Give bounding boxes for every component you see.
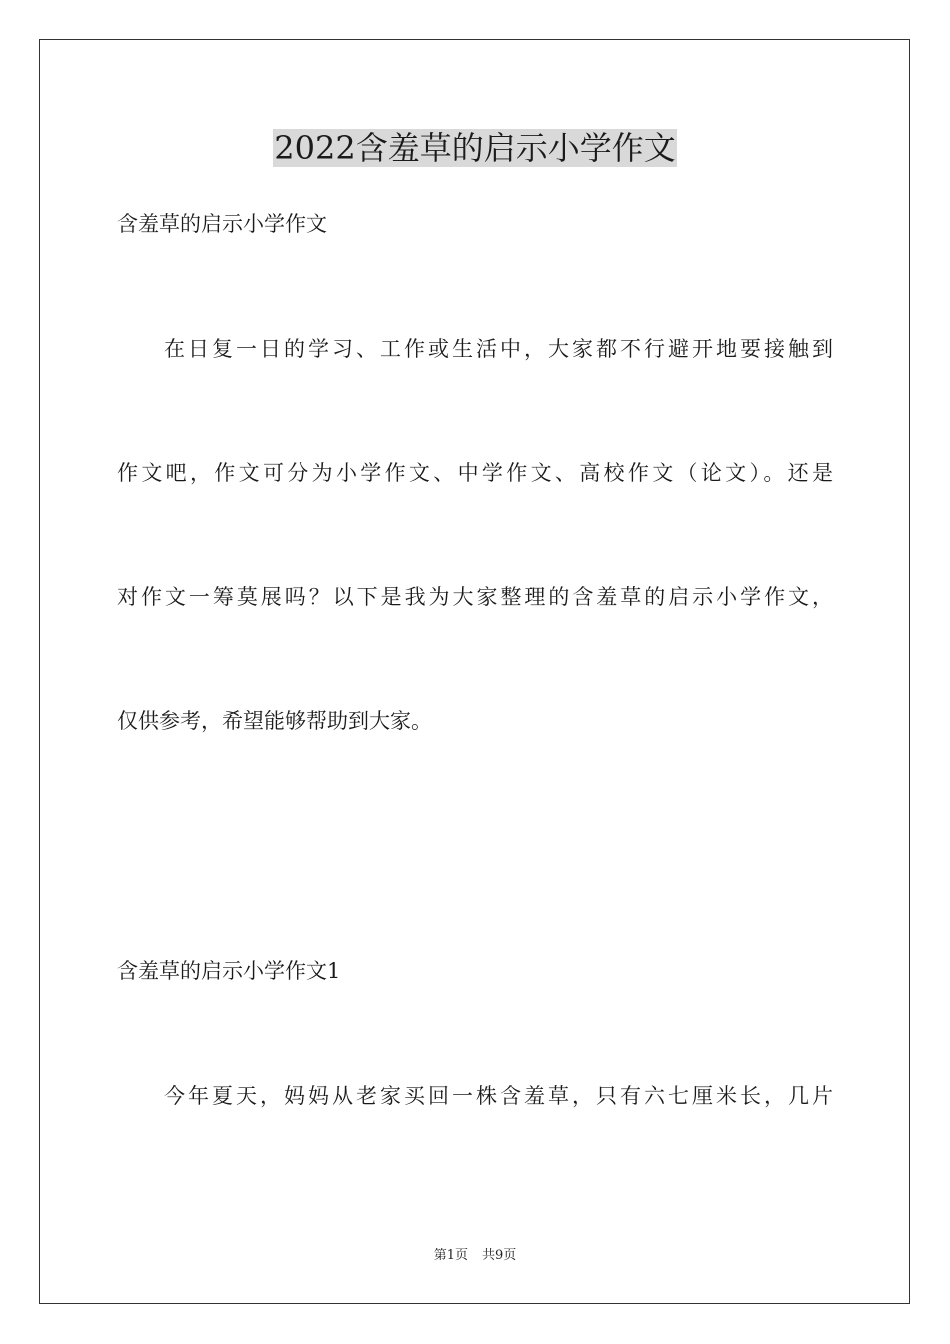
page-number: 第1页 <box>433 1248 468 1263</box>
subtitle-line: 含羞草的启示小学作文 <box>117 212 327 236</box>
paragraph-line: 今年夏天，妈妈从老家买回一株含羞草，只有六七厘米长，几片 <box>164 1084 833 1108</box>
paragraph-line: 在日复一日的学习、工作或生活中，大家都不行避开地要接触到 <box>164 337 833 361</box>
section-heading: 含羞草的启示小学作文1 <box>117 959 341 983</box>
paragraph-line: 作文吧，作文可分为小学作文、中学作文、高校作文（论文）。还是 <box>117 461 833 485</box>
document-title <box>0 126 950 170</box>
page-footer <box>0 1246 950 1266</box>
document-title-text: 2022含羞草的启示小学作文 <box>274 129 676 167</box>
page-total: 共9页 <box>482 1248 517 1263</box>
paragraph-line: 仅供参考，希望能够帮助到大家。 <box>117 709 432 733</box>
paragraph-line: 对作文一筹莫展吗？以下是我为大家整理的含羞草的启示小学作文， <box>117 585 833 609</box>
